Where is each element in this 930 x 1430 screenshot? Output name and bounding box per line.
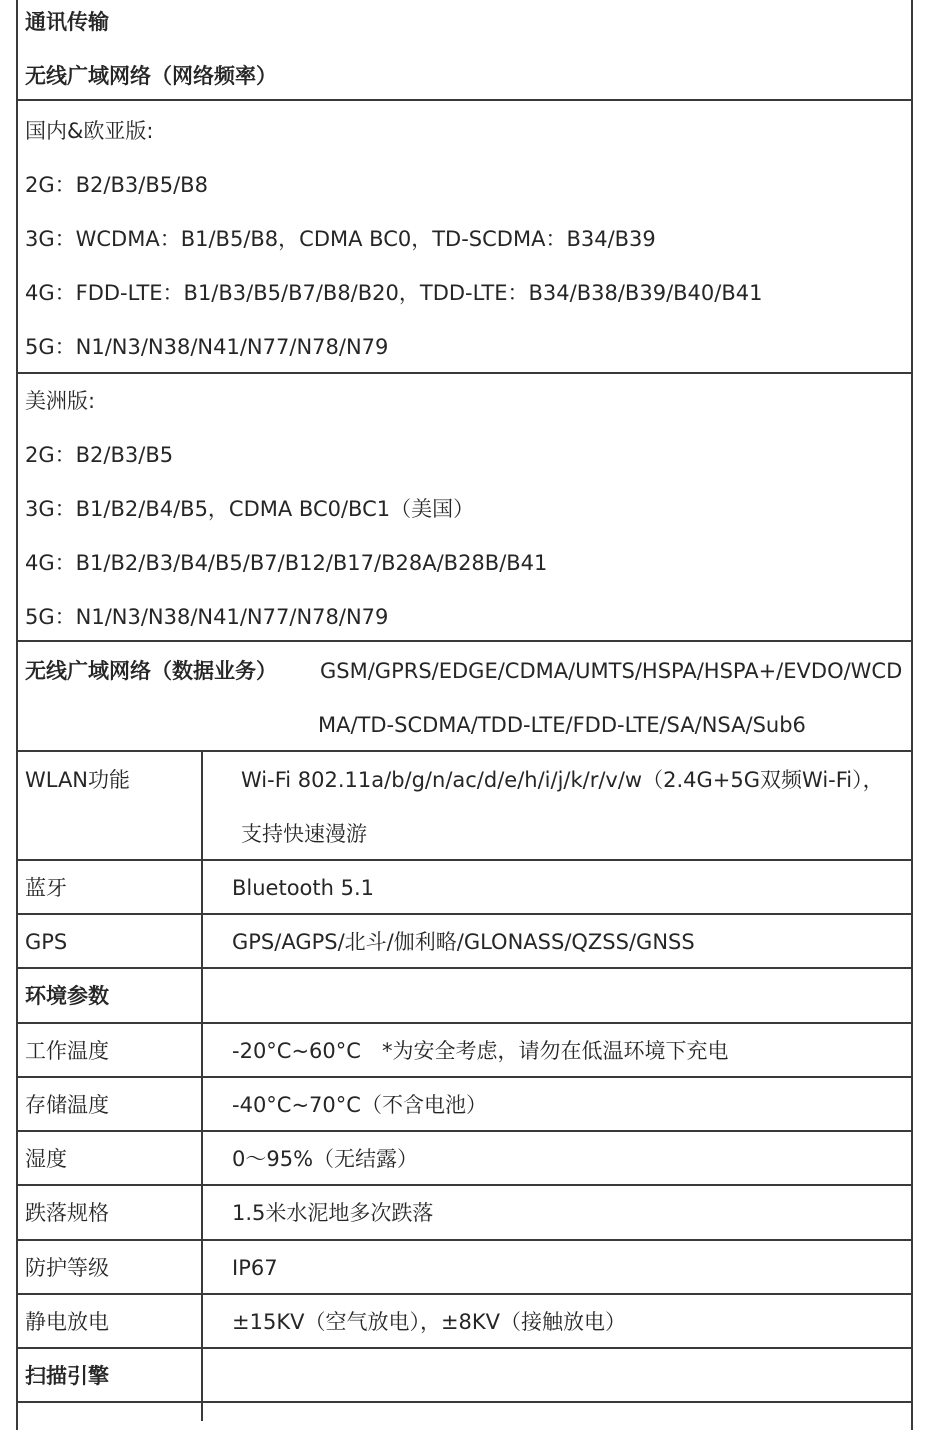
americas-4g: 4G：B1/B2/B3/B4/B5/B7/B12/B17/B28A/B28B/B41 [25,551,548,575]
humidity-label: 湿度 [25,1147,67,1171]
americas-2g: 2G：B2/B3/B5 [25,443,174,467]
row-divider [16,1401,913,1403]
column-divider [201,751,203,1421]
protection-value: IP67 [232,1256,278,1280]
section-title-comm: 通讯传输 [25,10,109,34]
row-divider [16,1184,913,1186]
storage-temp-label: 存储温度 [25,1093,109,1117]
wlan-label: WLAN功能 [25,768,131,792]
esd-label: 静电放电 [25,1310,109,1334]
wlan-value-line1: Wi-Fi 802.11a/b/g/n/ac/d/e/h/i/j/k/r/v/w（2.4G+5G双频Wi-Fi）， [241,768,884,792]
bluetooth-value: Bluetooth 5.1 [232,876,375,900]
esd-value: ±15KV（空气放电），±8KV（接触放电） [232,1310,627,1334]
wlan-value-line2: 支持快速漫游 [241,822,367,846]
americas-5g: 5G：N1/N3/N38/N41/N77/N78/N79 [25,605,389,629]
gps-value: GPS/AGPS/北斗/伽利略/GLONASS/QZSS/GNSS [232,930,695,954]
drop-value: 1.5米水泥地多次跌落 [232,1201,434,1225]
gps-label: GPS [25,930,68,954]
domestic-3g: 3G：WCDMA：B1/B5/B8，CDMA BC0，TD-SCDMA：B34/B39 [25,227,656,251]
section-title-scan: 扫描引擎 [25,1364,109,1388]
bluetooth-label: 蓝牙 [25,876,67,900]
protection-label: 防护等级 [25,1256,109,1280]
domestic-version-title: 国内&欧亚版: [25,119,154,143]
wwan-data-value-line1: GSM/GPRS/EDGE/CDMA/UMTS/HSPA/HSPA+/EVDO/WCD [320,659,903,683]
domestic-5g: 5G：N1/N3/N38/N41/N77/N78/N79 [25,335,389,359]
drop-label: 跌落规格 [25,1201,109,1225]
humidity-value: 0～95%（无结露） [232,1147,419,1171]
americas-version-title: 美洲版: [25,389,96,413]
wwan-data-label: 无线广域网络（数据业务） [25,659,277,683]
americas-3g: 3G：B1/B2/B4/B5，CDMA BC0/BC1（美国） [25,497,475,521]
domestic-4g: 4G：FDD-LTE：B1/B3/B5/B7/B8/B20，TDD-LTE：B34/B38/B39/B40/B41 [25,281,763,305]
wwan-freq-label: 无线广域网络（网络频率） [25,64,277,88]
wwan-data-value-line2: MA/TD-SCDMA/TDD-LTE/FDD-LTE/SA/NSA/Sub6 [318,713,806,737]
row-divider [16,859,913,861]
section-title-env: 环境参数 [25,984,109,1008]
storage-temp-value: -40°C~70°C（不含电池） [232,1093,487,1117]
op-temp-label: 工作温度 [25,1039,109,1063]
op-temp-value: -20°C~60°C *为安全考虑，请勿在低温环境下充电 [232,1039,729,1063]
domestic-2g: 2G：B2/B3/B5/B8 [25,173,208,197]
row-divider [16,1239,913,1241]
